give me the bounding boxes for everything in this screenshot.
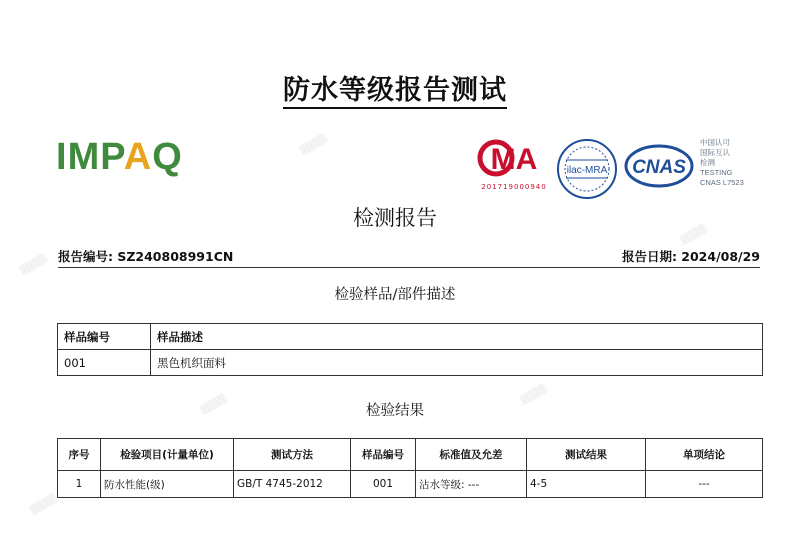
logo-letter: I [56,136,68,178]
col-header: 样品编号 [58,324,151,350]
col-header: 样品编号 [351,439,416,471]
svg-text:MA: MA [490,143,538,176]
logo-letter: A [123,136,153,178]
col-header: 检验项目(计量单位) [101,439,234,471]
sample-table [57,323,763,376]
table-cell: --- [646,471,763,498]
table-cell: GB/T 4745-2012 [234,471,351,498]
report-subtitle: 检测报告 [353,206,437,230]
cma-icon [474,138,554,178]
document-title: 防水等级报告测试 [0,68,790,107]
results-section-title: 检验结果 [366,403,424,419]
col-header: 测试结果 [527,439,646,471]
results-table [57,438,763,498]
watermark: ▒▒▒▒ [679,223,709,247]
watermark: ▒▒▒▒ [19,253,49,277]
col-header: 测试方法 [234,439,351,471]
report-date: 报告日期: 2024/08/29 [621,249,760,264]
table-cell: 001 [58,350,151,376]
logo-letter: M [67,136,101,178]
col-header: 单项结论 [646,439,763,471]
table-cell: 4-5 [527,471,646,498]
svg-text:CNAS: CNAS [632,157,686,178]
table-header-row [58,439,763,471]
table-cell: 防水性能(级) [101,471,234,498]
watermark: ▒▒▒▒ [29,493,59,517]
logo-letter: Q [152,136,183,178]
table-cell: 沾水等级: --- [416,471,527,498]
cma-mark [474,138,554,191]
watermark: ▒▒▒▒ [199,393,229,417]
cnas-icon [624,144,694,188]
col-header: 序号 [58,439,101,471]
logo-letter: P [100,136,124,178]
col-header: 样品描述 [151,324,763,350]
cma-number: 201719000940 [481,183,547,191]
table-cell: 1 [58,471,101,498]
table-header-row [58,324,763,350]
certification-marks [474,138,764,198]
ilac-mra-icon [556,138,618,200]
col-header: 标准值及允差 [416,439,527,471]
logo-text [56,136,183,178]
svg-text:ilac-MRA: ilac-MRA [566,165,608,176]
cnas-accreditation-text: 中国认可 国际互认 检测 TESTING CNAS L7523 [700,138,744,187]
table-row [58,350,763,376]
sample-section-title: 检验样品/部件描述 [334,287,456,303]
impaq-logo [56,136,183,179]
table-cell: 001 [351,471,416,498]
report-meta [58,247,760,268]
report-number: 报告编号: SZ240808991CN [58,249,234,264]
watermark: ▒▒▒▒ [299,133,329,157]
watermark: ▒▒▒▒ [519,383,549,407]
table-row [58,471,763,498]
table-cell: 黑色机织面料 [151,350,763,376]
